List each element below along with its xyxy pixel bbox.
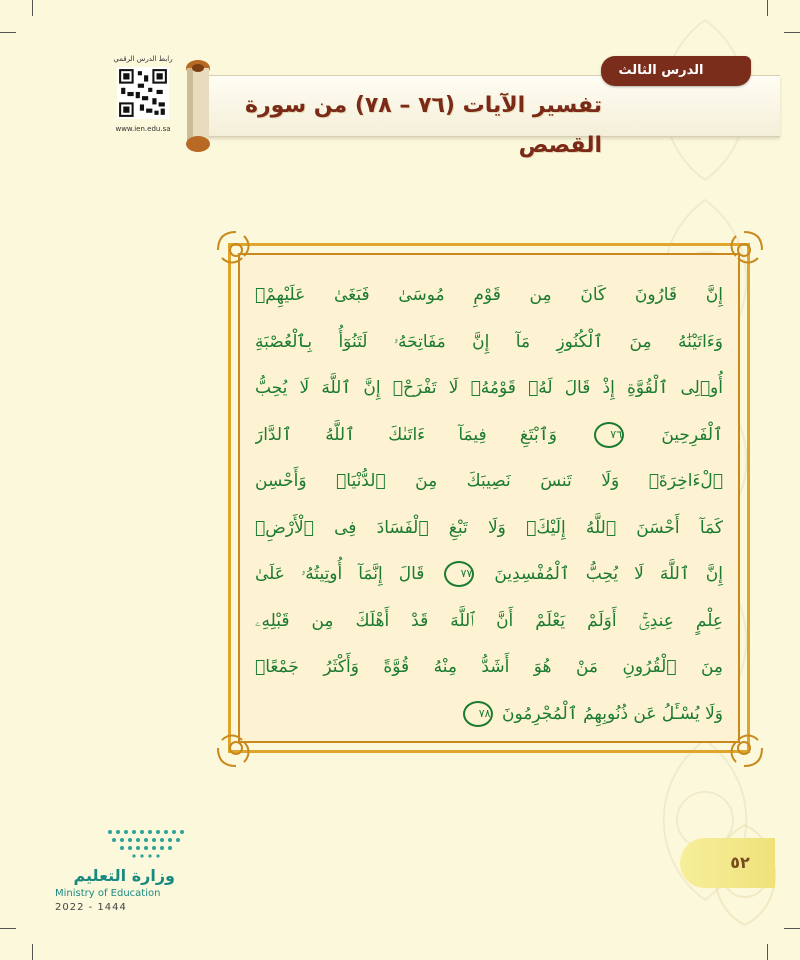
qr-url: www.ien.edu.sa bbox=[115, 125, 171, 133]
qr-code-block[interactable] bbox=[108, 55, 178, 134]
ayah-number-marker: ٧٨ bbox=[463, 701, 493, 727]
crop-mark bbox=[0, 928, 16, 929]
edition-year: 2022 - 1444 bbox=[55, 902, 127, 913]
crop-mark bbox=[32, 944, 33, 960]
verse-line: أُو۟لِى ٱلْقُوَّةِ إِذْ قَالَ لَهُۥ قَوْمُهُۥ لَا تَفْرَحْۖ إِنَّ ٱللَّهَ لَا يُحِبُّ bbox=[255, 378, 723, 398]
corner-ornament-icon bbox=[722, 228, 766, 272]
ayah-number-marker: ٧٦ bbox=[594, 422, 624, 448]
verse-text bbox=[255, 272, 723, 737]
qr-code-icon[interactable] bbox=[117, 67, 169, 119]
verse-line: كَمَآ أَحْسَنَ ٱللَّهُ إِلَيْكَۖ وَلَا تَبْغِ ٱلْفَسَادَ فِى ٱلْأَرْضِۖ bbox=[255, 517, 723, 538]
verse-line: مِنَ ٱلْقُرُونِ مَنْ هُوَ أَشَدُّ مِنْهُ قُوَّةً وَأَكْثَرُ جَمْعًاۚ bbox=[255, 657, 723, 677]
page-number: ٥٢ bbox=[730, 853, 750, 872]
verse-line: إِنَّ قَارُونَ كَانَ مِن قَوْمِ مُوسَىٰ فَبَغَىٰ عَلَيْهِمْۖ bbox=[255, 285, 723, 305]
corner-ornament-icon bbox=[214, 228, 258, 272]
verse-line: إِنَّ ٱللَّهَ لَا يُحِبُّ ٱلْمُفْسِدِينَ ٧٧ قَالَ إِنَّمَآ أُوتِيتُهُۥ عَلَىٰ bbox=[255, 551, 723, 598]
verse-line: وَلَا يُسْـَٔلُ عَن ذُنُوبِهِمُ ٱلْمُجْرِمُونَ ٧٨ bbox=[255, 691, 723, 738]
ministry-name-en: Ministry of Education bbox=[55, 888, 161, 899]
ministry-logo-icon bbox=[100, 826, 190, 862]
corner-ornament-icon bbox=[214, 726, 258, 770]
verse-line: ٱلْفَرِحِينَ ٧٦ وَٱبْتَغِ فِيمَآ ءَاتَىٰكَ ٱللَّهُ ٱلدَّارَ bbox=[255, 412, 723, 459]
scroll-roll-icon bbox=[181, 58, 215, 154]
verse-line: ٱلْءَاخِرَةَۖ وَلَا تَنسَ نَصِيبَكَ مِنَ ٱلدُّنْيَاۖ وَأَحْسِن bbox=[255, 471, 723, 491]
crop-mark bbox=[32, 0, 33, 16]
ayah-number-marker: ٧٧ bbox=[444, 561, 474, 587]
page-title: تفسير الآيات (٧٦ – ٧٨) من سورة القصص bbox=[245, 93, 602, 158]
crop-mark bbox=[0, 32, 16, 33]
verse-line: عِلْمٍ عِندِىٓۚ أَوَلَمْ يَعْلَمْ أَنَّ ٱللَّهَ قَدْ أَهْلَكَ مِن قَبْلِهِۦ bbox=[255, 610, 723, 631]
ministry-name-ar: وزارة التعليم bbox=[73, 866, 175, 885]
lesson-label: الدرس الثالث bbox=[618, 63, 704, 78]
qr-caption: رابط الدرس الرقمي bbox=[113, 55, 173, 63]
verse-line: وَءَاتَيْنَٰهُ مِنَ ٱلْكُنُوزِ مَآ إِنَّ مَفَاتِحَهُۥ لَتَنُوٓأُ بِٱلْعُصْبَةِ bbox=[255, 331, 723, 352]
corner-ornament-icon bbox=[722, 726, 766, 770]
